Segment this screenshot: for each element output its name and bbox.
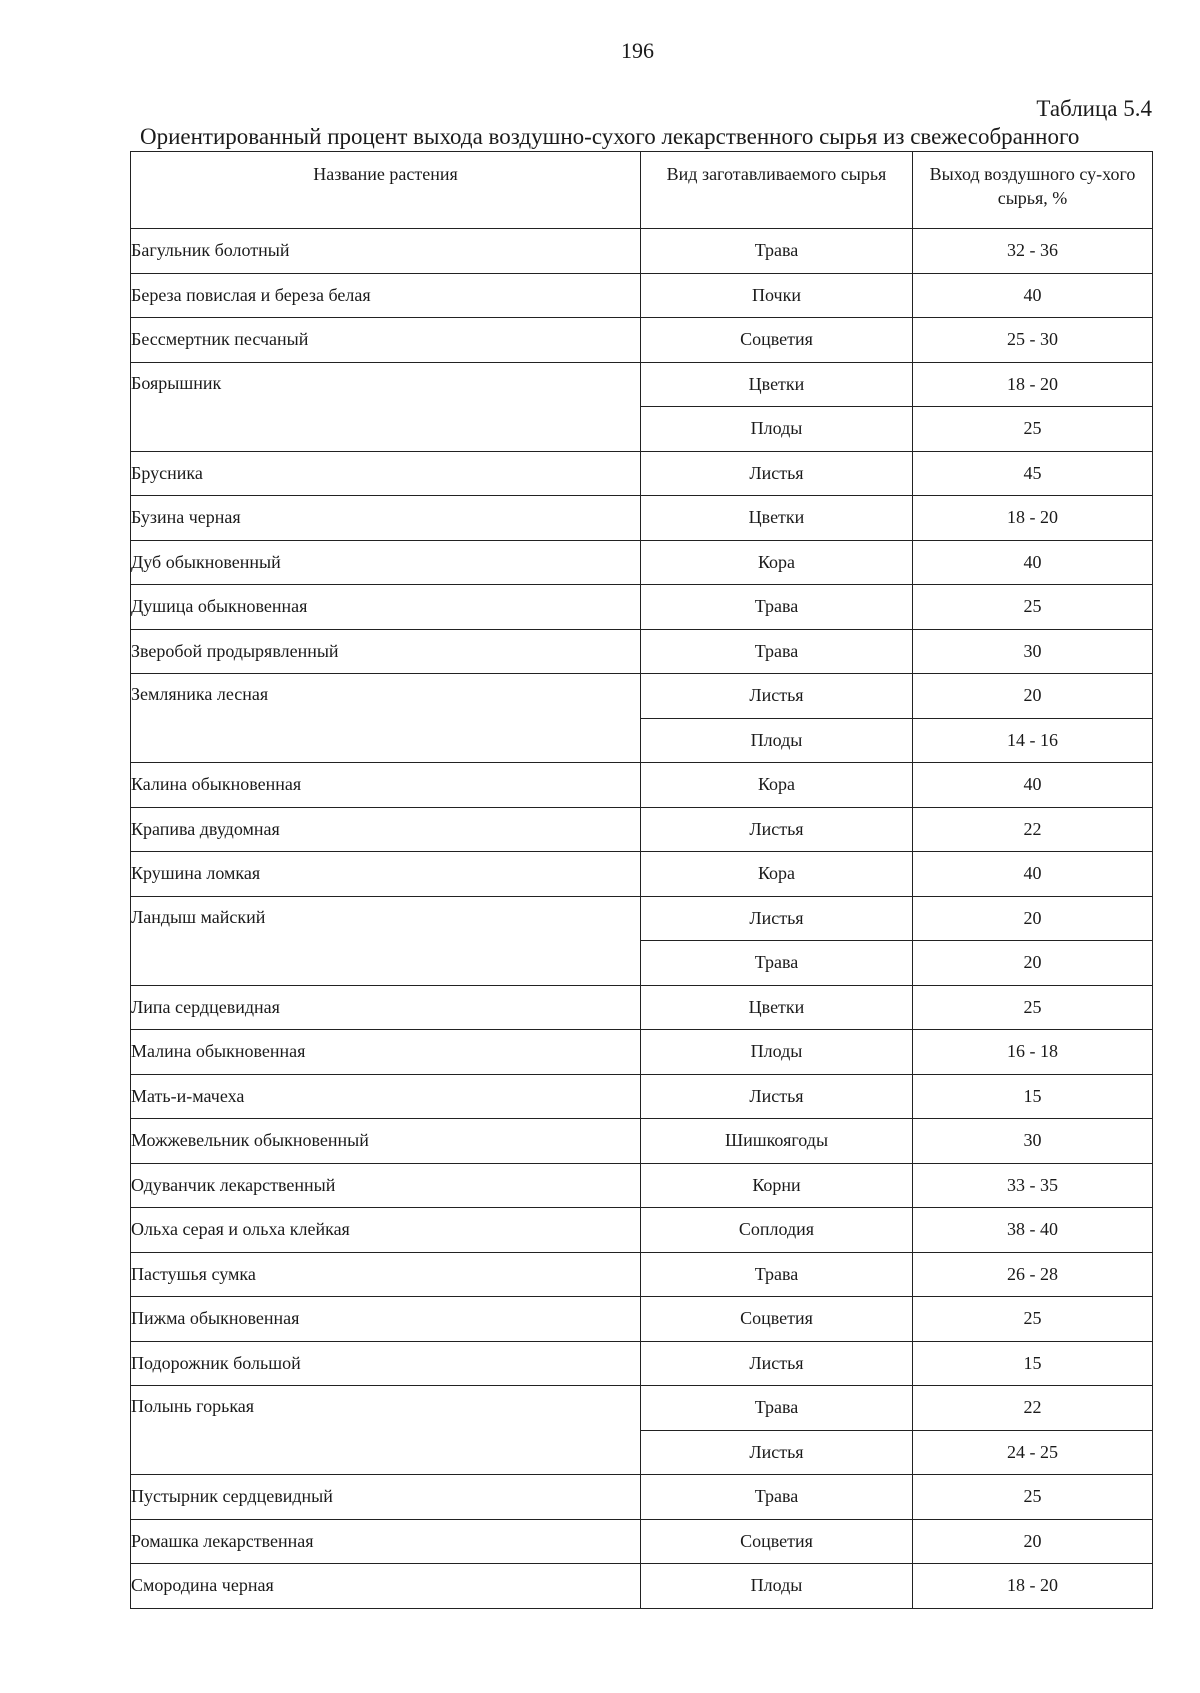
header-plant-name: Название растения bbox=[131, 152, 641, 229]
table-row bbox=[131, 896, 1153, 941]
table-row bbox=[131, 1386, 1153, 1431]
raw-material-type-cell: Трава bbox=[641, 1252, 913, 1297]
dry-yield-cell: 16 - 18 bbox=[913, 1030, 1153, 1075]
plant-name-cell: Ольха серая и ольха клейкая bbox=[131, 1208, 641, 1253]
dry-yield-cell: 20 bbox=[913, 1519, 1153, 1564]
raw-material-type-cell: Кора bbox=[641, 540, 913, 585]
table-row bbox=[131, 1519, 1153, 1564]
raw-material-type-cell: Плоды bbox=[641, 1030, 913, 1075]
table-row bbox=[131, 807, 1153, 852]
dry-yield-cell: 40 bbox=[913, 852, 1153, 897]
table-row bbox=[131, 1119, 1153, 1164]
plant-name-cell: Ландыш майский bbox=[131, 896, 641, 985]
plant-name-cell: Боярышник bbox=[131, 362, 641, 451]
plant-name-cell: Пустырник сердцевидный bbox=[131, 1475, 641, 1520]
raw-material-type-cell: Трава bbox=[641, 585, 913, 630]
dry-yield-cell: 22 bbox=[913, 1386, 1153, 1431]
plant-name-cell: Бузина черная bbox=[131, 496, 641, 541]
plant-name-cell: Малина обыкновенная bbox=[131, 1030, 641, 1075]
dry-yield-cell: 18 - 20 bbox=[913, 1564, 1153, 1609]
raw-material-type-cell: Листья bbox=[641, 896, 913, 941]
table-row bbox=[131, 1074, 1153, 1119]
raw-material-type-cell: Листья bbox=[641, 451, 913, 496]
dry-yield-cell: 18 - 20 bbox=[913, 496, 1153, 541]
raw-material-type-cell: Кора bbox=[641, 763, 913, 808]
raw-material-type-cell: Листья bbox=[641, 1430, 913, 1475]
raw-material-type-cell: Трава bbox=[641, 229, 913, 274]
plant-name-cell: Смородина черная bbox=[131, 1564, 641, 1609]
dry-yield-cell: 30 bbox=[913, 629, 1153, 674]
raw-material-type-cell: Цветки bbox=[641, 362, 913, 407]
plant-name-cell: Крапива двудомная bbox=[131, 807, 641, 852]
plant-name-cell: Подорожник большой bbox=[131, 1341, 641, 1386]
dry-yield-cell: 30 bbox=[913, 1119, 1153, 1164]
table-row bbox=[131, 763, 1153, 808]
raw-material-type-cell: Соплодия bbox=[641, 1208, 913, 1253]
table-row bbox=[131, 1252, 1153, 1297]
raw-material-type-cell: Цветки bbox=[641, 985, 913, 1030]
table-row bbox=[131, 318, 1153, 363]
plant-name-cell: Земляника лесная bbox=[131, 674, 641, 763]
plant-name-cell: Полынь горькая bbox=[131, 1386, 641, 1475]
raw-material-type-cell: Трава bbox=[641, 1475, 913, 1520]
raw-material-type-cell: Плоды bbox=[641, 1564, 913, 1609]
table-label: Таблица 5.4 bbox=[1036, 96, 1152, 121]
header-raw-material-type: Вид заготавливаемого сырья bbox=[641, 152, 913, 229]
plant-name-cell: Одуванчик лекарственный bbox=[131, 1163, 641, 1208]
header-dry-yield: Выход воздушного су-хого сырья, % bbox=[913, 152, 1153, 229]
raw-material-type-cell: Соцветия bbox=[641, 1519, 913, 1564]
dry-yield-cell: 25 bbox=[913, 407, 1153, 452]
table-row bbox=[131, 1163, 1153, 1208]
plants-table bbox=[130, 151, 1153, 1609]
dry-yield-cell: 26 - 28 bbox=[913, 1252, 1153, 1297]
dry-yield-cell: 40 bbox=[913, 273, 1153, 318]
plant-name-cell: Бессмертник песчаный bbox=[131, 318, 641, 363]
raw-material-type-cell: Листья bbox=[641, 1341, 913, 1386]
table-row bbox=[131, 362, 1153, 407]
table-row bbox=[131, 1341, 1153, 1386]
table-row bbox=[131, 585, 1153, 630]
dry-yield-cell: 24 - 25 bbox=[913, 1430, 1153, 1475]
table-row bbox=[131, 674, 1153, 719]
dry-yield-cell: 25 bbox=[913, 985, 1153, 1030]
raw-material-type-cell: Трава bbox=[641, 629, 913, 674]
dry-yield-cell: 15 bbox=[913, 1074, 1153, 1119]
plant-name-cell: Ромашка лекарственная bbox=[131, 1519, 641, 1564]
plant-name-cell: Мать-и-мачеха bbox=[131, 1074, 641, 1119]
dry-yield-cell: 25 - 30 bbox=[913, 318, 1153, 363]
table-header bbox=[131, 152, 1153, 229]
dry-yield-cell: 33 - 35 bbox=[913, 1163, 1153, 1208]
raw-material-type-cell: Трава bbox=[641, 941, 913, 986]
table-row bbox=[131, 1475, 1153, 1520]
table-row bbox=[131, 1208, 1153, 1253]
table-row bbox=[131, 1564, 1153, 1609]
header-row bbox=[131, 152, 1153, 229]
dry-yield-cell: 20 bbox=[913, 896, 1153, 941]
dry-yield-cell: 20 bbox=[913, 674, 1153, 719]
raw-material-type-cell: Плоды bbox=[641, 718, 913, 763]
plant-name-cell: Пастушья сумка bbox=[131, 1252, 641, 1297]
raw-material-type-cell: Листья bbox=[641, 807, 913, 852]
dry-yield-cell: 40 bbox=[913, 540, 1153, 585]
raw-material-type-cell: Трава bbox=[641, 1386, 913, 1431]
dry-yield-cell: 20 bbox=[913, 941, 1153, 986]
page-number: 196 bbox=[621, 38, 654, 63]
plant-name-cell: Зверобой продырявленный bbox=[131, 629, 641, 674]
raw-material-type-cell: Плоды bbox=[641, 407, 913, 452]
plant-name-cell: Можжевельник обыкновенный bbox=[131, 1119, 641, 1164]
table-caption: Ориентированный процент выхода воздушно-сухого лекарственного сырья из свежесобранного bbox=[140, 124, 1080, 149]
raw-material-type-cell: Почки bbox=[641, 273, 913, 318]
table-row bbox=[131, 496, 1153, 541]
dry-yield-cell: 25 bbox=[913, 1475, 1153, 1520]
raw-material-type-cell: Листья bbox=[641, 1074, 913, 1119]
plant-name-cell: Багульник болотный bbox=[131, 229, 641, 274]
dry-yield-cell: 32 - 36 bbox=[913, 229, 1153, 274]
table-row bbox=[131, 273, 1153, 318]
raw-material-type-cell: Шишкоягоды bbox=[641, 1119, 913, 1164]
table-row bbox=[131, 852, 1153, 897]
dry-yield-cell: 38 - 40 bbox=[913, 1208, 1153, 1253]
plant-name-cell: Липа сердцевидная bbox=[131, 985, 641, 1030]
table-row bbox=[131, 629, 1153, 674]
raw-material-type-cell: Соцветия bbox=[641, 318, 913, 363]
table-body bbox=[131, 229, 1153, 1609]
plant-name-cell: Пижма обыкновенная bbox=[131, 1297, 641, 1342]
dry-yield-cell: 40 bbox=[913, 763, 1153, 808]
table-row bbox=[131, 1030, 1153, 1075]
raw-material-type-cell: Листья bbox=[641, 674, 913, 719]
dry-yield-cell: 18 - 20 bbox=[913, 362, 1153, 407]
plant-name-cell: Береза повислая и береза белая bbox=[131, 273, 641, 318]
table-row bbox=[131, 1297, 1153, 1342]
raw-material-type-cell: Соцветия bbox=[641, 1297, 913, 1342]
table-row bbox=[131, 540, 1153, 585]
plant-name-cell: Дуб обыкновенный bbox=[131, 540, 641, 585]
dry-yield-cell: 25 bbox=[913, 585, 1153, 630]
plant-name-cell: Калина обыкновенная bbox=[131, 763, 641, 808]
dry-yield-cell: 15 bbox=[913, 1341, 1153, 1386]
plant-name-cell: Крушина ломкая bbox=[131, 852, 641, 897]
plant-name-cell: Брусника bbox=[131, 451, 641, 496]
dry-yield-cell: 45 bbox=[913, 451, 1153, 496]
raw-material-type-cell: Кора bbox=[641, 852, 913, 897]
raw-material-type-cell: Цветки bbox=[641, 496, 913, 541]
table-row bbox=[131, 229, 1153, 274]
raw-material-type-cell: Корни bbox=[641, 1163, 913, 1208]
plant-name-cell: Душица обыкновенная bbox=[131, 585, 641, 630]
table-row bbox=[131, 451, 1153, 496]
dry-yield-cell: 22 bbox=[913, 807, 1153, 852]
table-row bbox=[131, 985, 1153, 1030]
dry-yield-cell: 25 bbox=[913, 1297, 1153, 1342]
dry-yield-cell: 14 - 16 bbox=[913, 718, 1153, 763]
